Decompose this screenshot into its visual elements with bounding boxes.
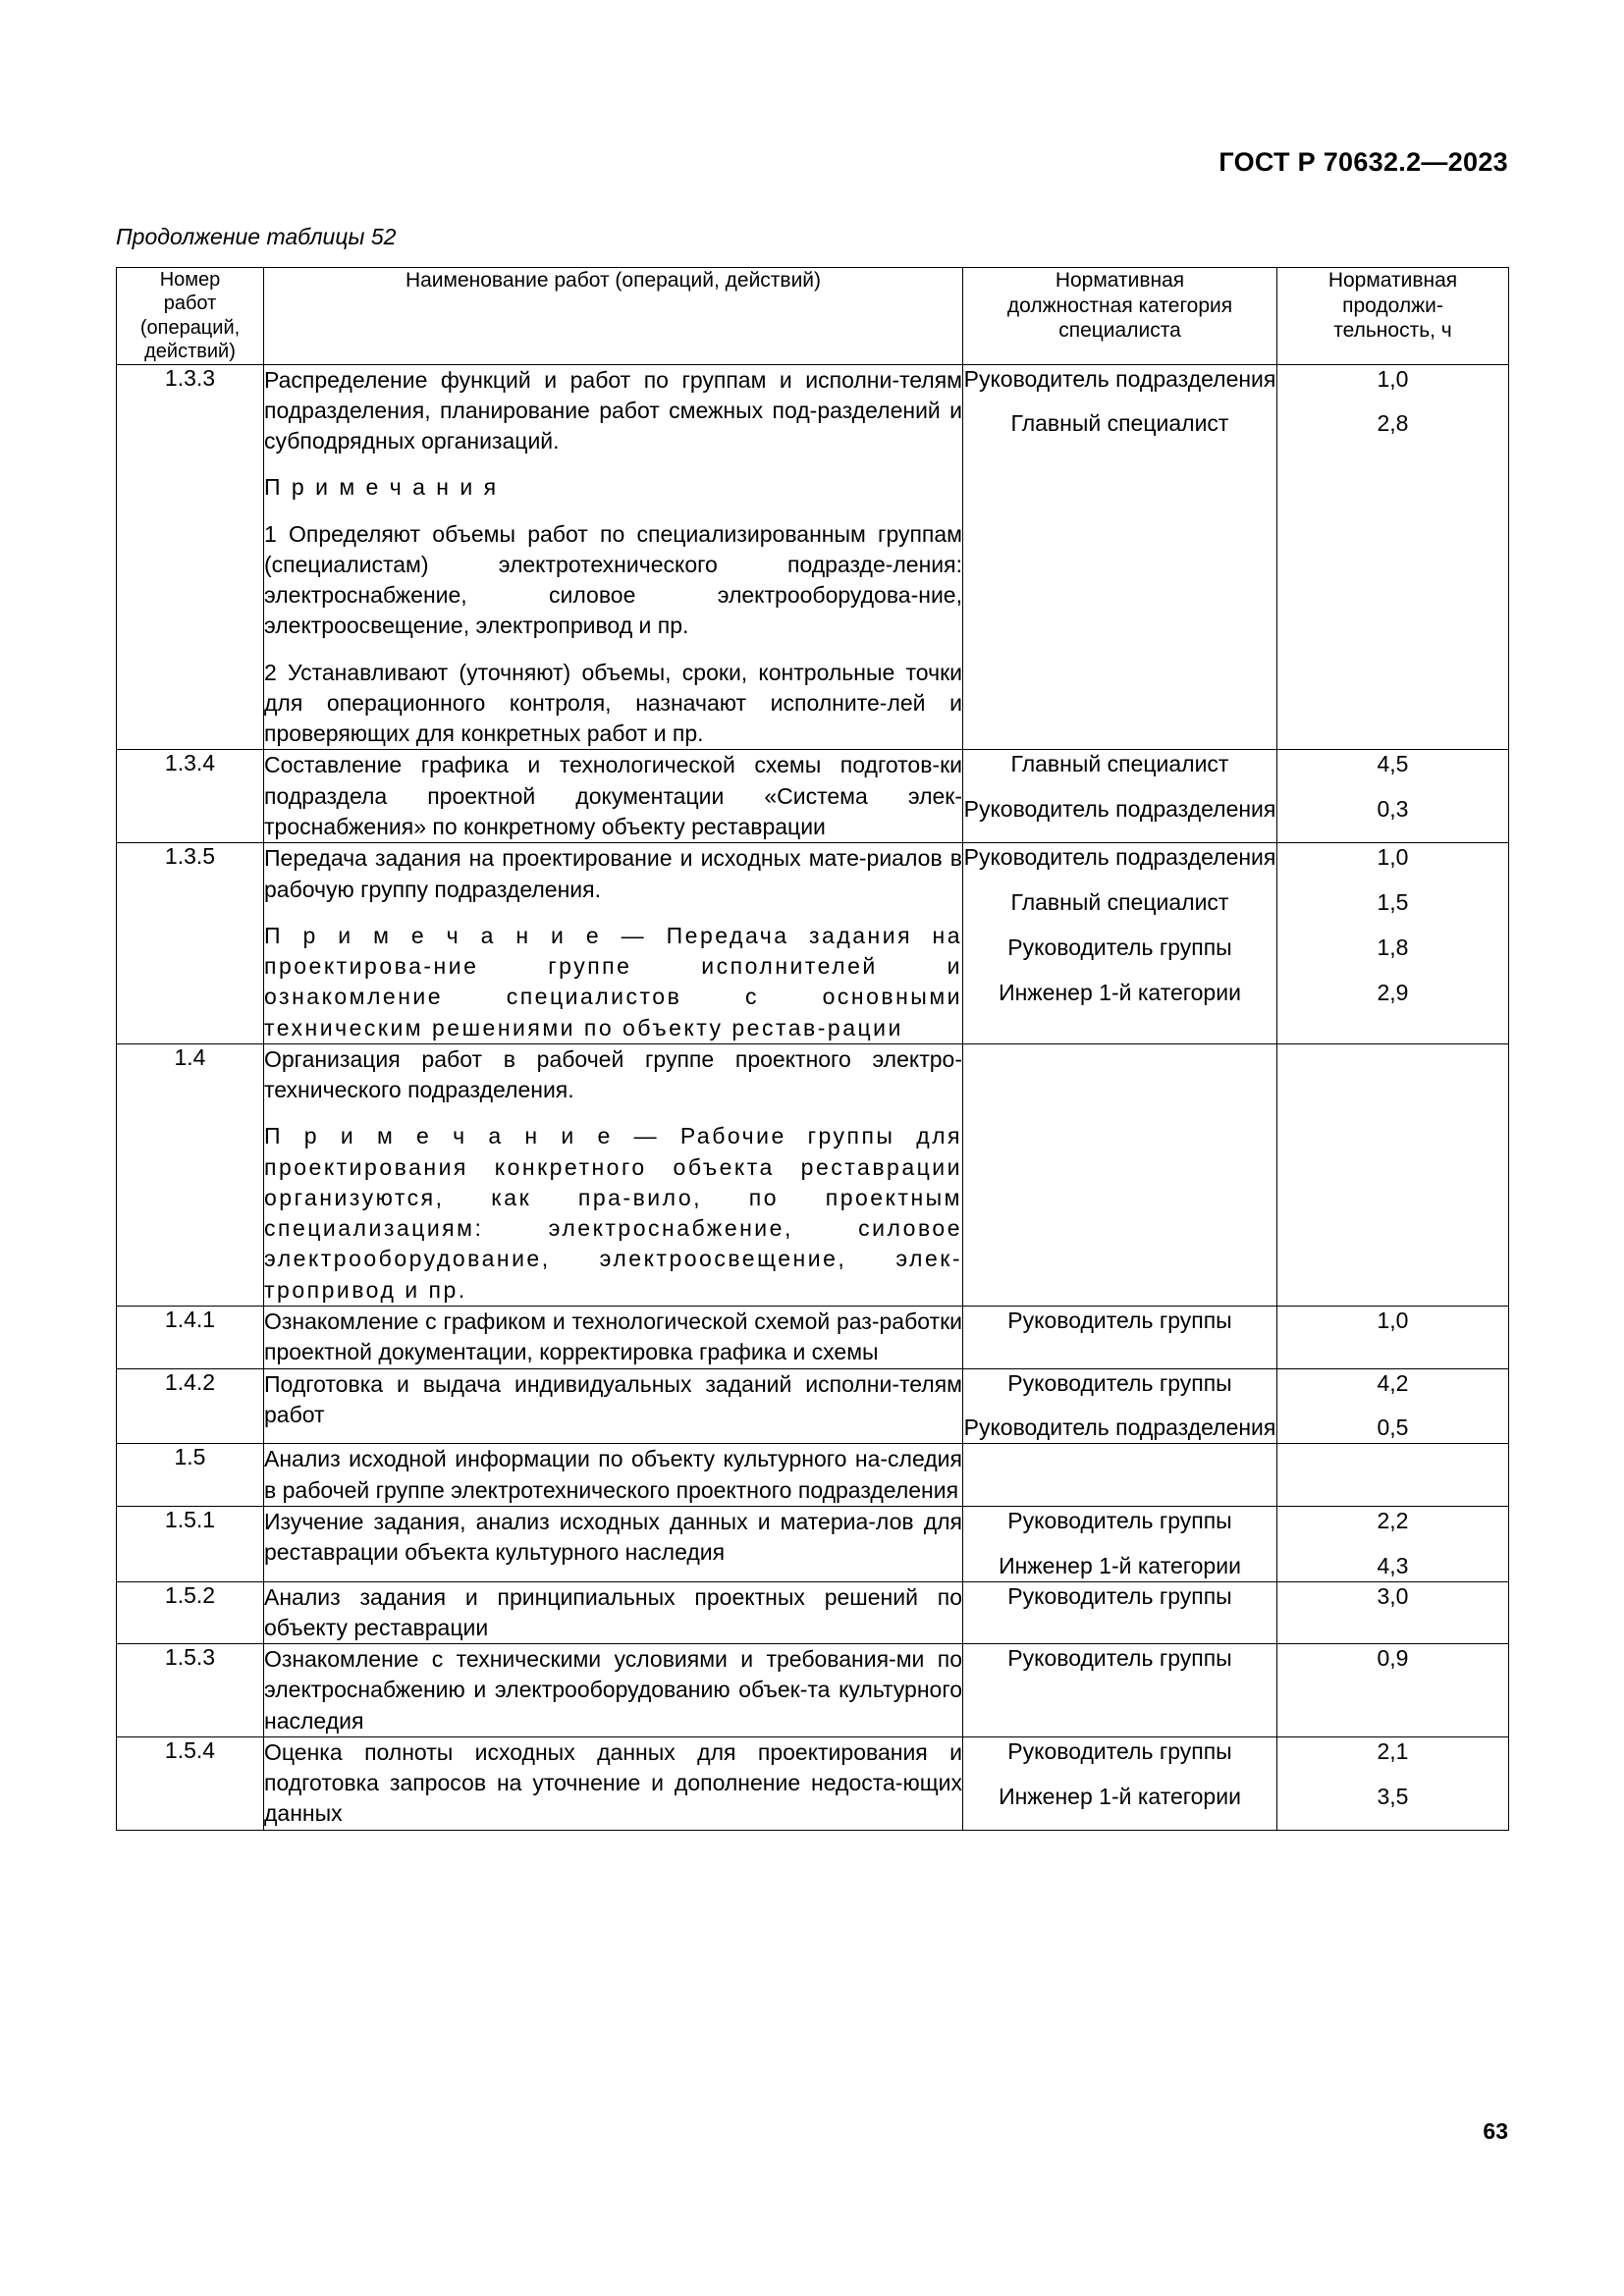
norms-table [116,267,1509,1831]
row-duration-cell [1277,1368,1509,1444]
row-category-cell [963,1581,1277,1644]
row-duration-value: 0,3 [1377,796,1409,823]
row-category-value: Инженер 1-й категории [999,1552,1241,1578]
row-category-value: Руководитель подразделения [963,796,1276,823]
row-description-cell [264,1043,963,1306]
row-duration-value: 1,5 [1377,889,1409,916]
row-category-value: Главный специалист [1010,889,1229,916]
row-category-value: Руководитель подразделения [963,365,1276,392]
row-category-cell [963,1444,1277,1507]
row-description-paragraph: Организация работ в рабочей группе проектного электро-технического подразделения. [264,1045,962,1103]
row-duration-value: 2,2 [1377,1507,1409,1533]
table-row [117,1043,1509,1306]
row-number-cell: 1.3.4 [117,750,264,843]
row-duration-value: 1,8 [1377,934,1409,961]
row-category-value: Инженер 1-й категории [999,979,1241,1005]
row-description-paragraph: Оценка полноты исходных данных для проектирования и подготовка запросов на уточнение и дополнение недоста-ющих данных [264,1738,962,1827]
row-category-value: Руководитель подразделения [963,1415,1276,1441]
column-header-category-line-1: Нормативная [1055,269,1185,292]
row-duration-cell [1277,1043,1509,1306]
row-description-paragraph: П р и м е ч а н и е — Передача задания на проектирова-ние группе исполнителей и ознакомление специалистов с основными техническим решениями по объекту рестав-рации [264,922,962,1041]
column-header-duration-line-3: тельность, ч [1333,319,1452,343]
row-number-cell: 1.5.2 [117,1581,264,1644]
row-number-cell: 1.4.2 [117,1368,264,1444]
row-duration-value: 1,0 [1377,1308,1409,1333]
row-description-cell [264,1736,963,1830]
row-duration-cell [1277,1736,1509,1830]
row-category-value: Руководитель группы [1007,1369,1232,1396]
row-description-paragraph: Распределение функций и работ по группам и исполни-телям подразделения, планирование работ смежных под-разделений и субподрядных организаций. [264,366,962,454]
row-duration-value: 4,2 [1377,1369,1409,1396]
column-header-number-line-2: работ [163,293,217,315]
row-description-cell [264,1368,963,1444]
row-duration-cell [1277,1581,1509,1644]
row-duration-cell [1277,1444,1509,1507]
row-description-cell [264,843,963,1044]
row-category-cell [963,1307,1277,1369]
row-duration-cell [1277,1307,1509,1369]
row-number-cell: 1.4 [117,1043,264,1306]
table-body [117,364,1509,1830]
row-number-cell: 1.5.3 [117,1644,264,1737]
column-header-number-line-4: действий) [144,341,236,363]
column-header-duration [1277,268,1509,365]
column-header-number-line-3: (операций, [139,316,241,339]
row-description-paragraph: Анализ исходной информации по объекту культурного на-следия в рабочей группе электротехнического проектного подразделения [264,1446,962,1503]
table-row [117,1644,1509,1737]
row-duration-cell [1277,1644,1509,1737]
row-duration-value: 0,5 [1377,1415,1409,1441]
column-header-category [963,268,1277,365]
row-description-paragraph: 1 Определяют объемы работ по специализированным группам (специалистам) электротехнического подразде-ления: электроснабжение, силовое электрооборудова-ние, электроосвещение, электропривод и пр. [264,520,962,639]
row-description-paragraph: П р и м е ч а н и е — Рабочие группы для проектирования конкретного объекта реставрации организуются, как пра-вило, по проектным специализациям: электроснабжение, силовое электрооборудование, электроосвещение, элек-тропривод и пр. [264,1123,962,1303]
row-duration-value: 1,0 [1377,844,1409,871]
row-category-value: Руководитель группы [1007,1308,1232,1333]
row-duration-value: 2,8 [1377,410,1409,437]
column-header-number [117,268,264,365]
table-caption: Продолжение таблицы 52 [116,224,397,249]
column-header-name-line-1: Наименование работ (операций, действий) [405,269,822,292]
row-category-value: Инженер 1-й категории [999,1783,1241,1809]
page-number: 63 [1483,2118,1508,2144]
row-description-cell [264,1506,963,1581]
row-description-paragraph: 2 Устанавливают (уточняют) объемы, сроки, контрольные точки для операционного контроля, назначают исполните-лей и проверяющих для конкретных работ и пр. [264,659,962,747]
row-category-value: Руководитель группы [1007,1582,1232,1609]
row-duration-cell [1277,750,1509,843]
row-duration-value: 3,0 [1377,1582,1409,1609]
table-row [117,1581,1509,1644]
row-category-cell [963,1736,1277,1830]
table-row [117,364,1509,750]
table-row [117,750,1509,843]
row-description-paragraph: Передача задания на проектирование и исходных мате-риалов в рабочую группу подразделения. [264,845,962,902]
column-header-duration-line-2: продолжи- [1342,294,1443,317]
row-duration-cell [1277,1506,1509,1581]
row-duration-value: 1,0 [1377,365,1409,392]
column-header-name [264,268,963,365]
row-duration-value: 2,9 [1377,979,1409,1005]
table-row [117,1736,1509,1830]
row-number-cell: 1.3.5 [117,843,264,1044]
row-number-cell: 1.5.4 [117,1736,264,1830]
row-description-cell [264,364,963,750]
row-description-paragraph: Ознакомление с графиком и технологической схемой раз-работки проектной документации, корректировка графика и схемы [264,1308,962,1365]
column-header-category-line-2: должностная категория [1006,294,1233,317]
row-duration-value: 0,9 [1377,1645,1409,1672]
row-description-cell [264,750,963,843]
row-category-value: Главный специалист [1010,410,1229,437]
row-description-cell [264,1444,963,1507]
row-category-value: Руководитель группы [1007,1507,1232,1533]
row-description-paragraph: Составление графика и технологической схемы подготов-ки подраздела проектной документации «Система элек-троснабжения» по конкретному объекту реставрации [264,752,962,840]
row-duration-cell [1277,364,1509,750]
row-category-value: Руководитель группы [1007,1645,1232,1672]
row-description-paragraph: Ознакомление с техническими условиями и требования-ми по электроснабжению и электрооборудованию объек-та культурного наследия [264,1646,962,1734]
row-category-cell [963,1368,1277,1444]
row-duration-value: 3,5 [1377,1783,1409,1809]
row-number-cell: 1.5.1 [117,1506,264,1581]
page-header-standard-number: ГОСТ Р 70632.2—2023 [1218,147,1508,177]
row-description-paragraph: Анализ задания и принципиальных проектных решений по объекту реставрации [264,1583,962,1640]
row-description-paragraph: Подготовка и выдача индивидуальных заданий исполни-телям работ [264,1370,962,1427]
table-row [117,1368,1509,1444]
row-category-cell [963,1043,1277,1306]
row-category-cell [963,1644,1277,1737]
row-duration-value: 4,3 [1377,1552,1409,1578]
row-category-value: Руководитель группы [1007,1737,1232,1764]
row-description-cell [264,1307,963,1369]
row-category-value: Руководитель группы [1007,934,1232,961]
row-duration-value: 2,1 [1377,1737,1409,1764]
row-number-cell: 1.4.1 [117,1307,264,1369]
column-header-duration-line-1: Нормативная [1327,269,1458,292]
row-category-cell [963,843,1277,1044]
row-duration-value: 4,5 [1377,751,1409,777]
row-number-cell: 1.5 [117,1444,264,1507]
table-header [117,268,1509,365]
row-category-cell [963,750,1277,843]
table-row [117,843,1509,1044]
table-row [117,1444,1509,1507]
column-header-category-line-3: специалиста [1058,319,1181,343]
table-header-row [117,268,1509,365]
row-category-cell [963,1506,1277,1581]
row-category-cell [963,364,1277,750]
row-description-paragraph: Изучение задания, анализ исходных данных и материа-лов для реставрации объекта культурного наследия [264,1508,962,1566]
row-description-cell [264,1581,963,1644]
row-category-value: Главный специалист [1010,751,1229,777]
row-category-value: Руководитель подразделения [963,844,1276,871]
table-row [117,1307,1509,1369]
table-row [117,1506,1509,1581]
column-header-number-line-1: Номер [159,269,221,291]
row-description-paragraph: П р и м е ч а н и я [264,474,499,501]
row-number-cell: 1.3.3 [117,364,264,750]
row-description-cell [264,1644,963,1737]
row-duration-cell [1277,843,1509,1044]
